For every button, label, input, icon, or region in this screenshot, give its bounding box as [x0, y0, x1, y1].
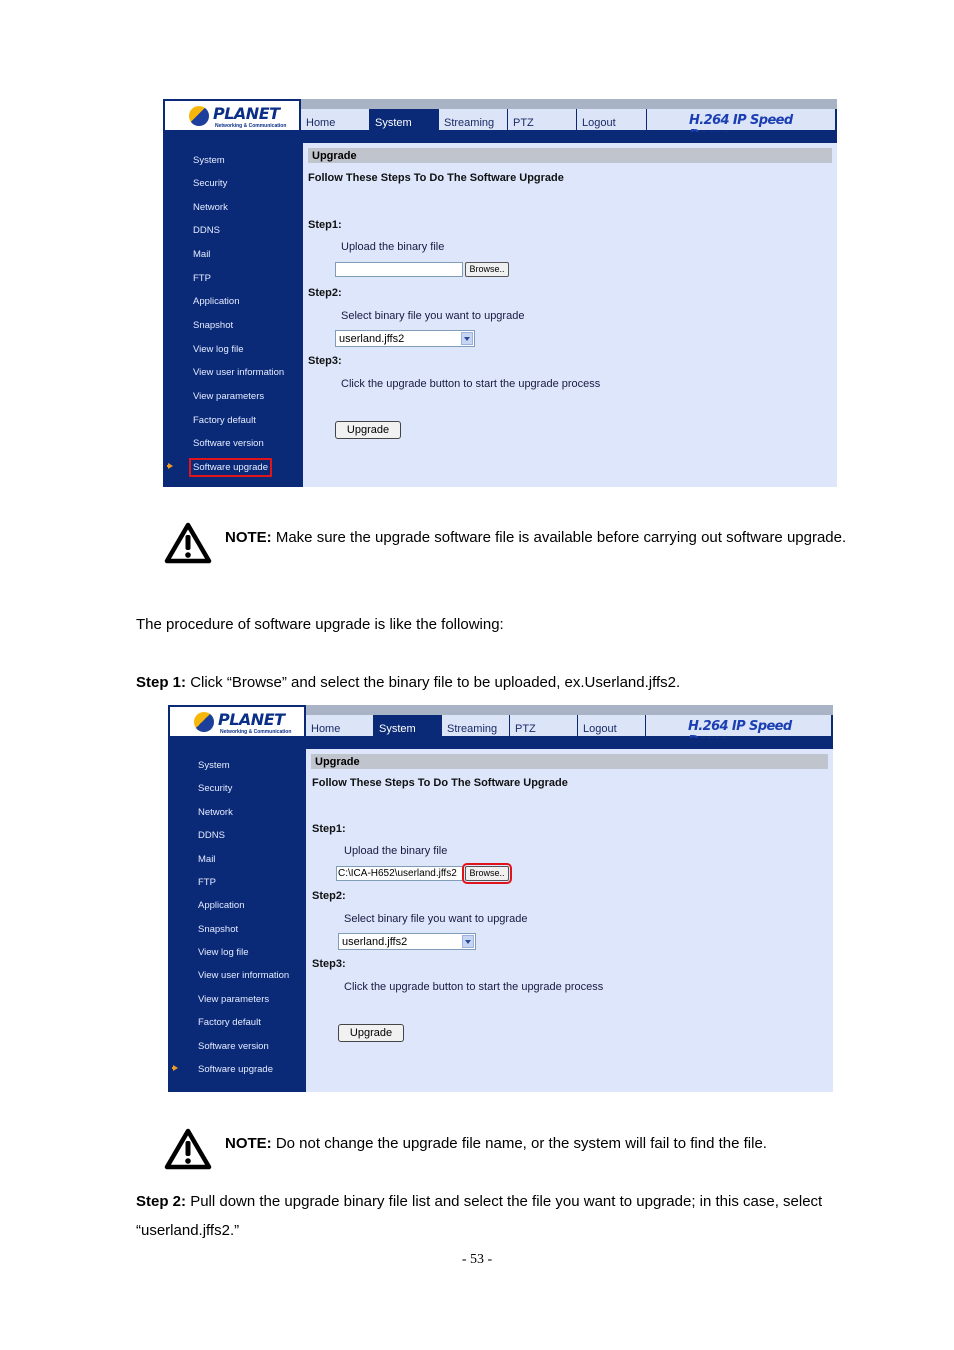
planet-logo [168, 705, 306, 738]
tab-home[interactable]: Home [306, 715, 374, 738]
file-input[interactable] [335, 262, 463, 277]
warning-icon [164, 521, 212, 565]
section-header: Upgrade [311, 754, 828, 769]
planet-logo-icon [194, 712, 214, 732]
sidebar-item-view-user-information[interactable]: View user information [193, 367, 285, 378]
sidebar-item-network[interactable]: Network [198, 807, 233, 818]
upgrade-button[interactable]: Upgrade [335, 421, 401, 439]
sidebar-item-software-version[interactable]: Software version [198, 1041, 269, 1052]
sidebar-item-snapshot[interactable]: Snapshot [198, 924, 239, 935]
screenshot-1 [163, 99, 837, 487]
planet-logo [163, 99, 301, 132]
step1-text: Upload the binary file [344, 845, 448, 857]
step2-text: Select binary file you want to upgrade [341, 310, 525, 322]
top-nav [306, 715, 833, 738]
logo-tagline: Networking & Communication [220, 729, 292, 735]
current-page-arrow-icon [173, 1065, 178, 1071]
sidebar-item-snapshot[interactable]: Snapshot [193, 320, 234, 331]
sidebar-item-ftp[interactable]: FTP [198, 877, 216, 888]
select-value: userland.jffs2 [342, 936, 408, 948]
step-1-paragraph [136, 668, 680, 697]
select-value: userland.jffs2 [339, 333, 405, 345]
sidebar-item-software-upgrade[interactable]: Software upgrade [198, 1064, 273, 1075]
step1-text: Upload the binary file [341, 241, 445, 253]
sidebar-item-ddns[interactable]: DDNS [193, 225, 220, 236]
product-brand: H.264 IP Speed [646, 715, 833, 738]
upgrade-button[interactable]: Upgrade [338, 1024, 404, 1042]
note-1-text: Make sure the upgrade software file is available before carrying out software upgrade. [275, 529, 847, 546]
sidebar-item-ddns[interactable]: DDNS [198, 830, 225, 841]
step2-label: Step2: [312, 890, 346, 902]
binary-file-select[interactable] [335, 330, 475, 347]
note-2-text: Do not change the upgrade file name, or the system will fail to find the file. [275, 1135, 767, 1152]
planet-logo-icon [189, 106, 209, 126]
top-nav [301, 109, 837, 132]
note-1-label: NOTE: [225, 529, 272, 546]
content-panel [306, 749, 833, 1092]
sidebar [163, 143, 303, 487]
binary-file-select[interactable] [338, 933, 476, 950]
current-page-arrow-icon [168, 463, 173, 469]
step-2-label: Step 2: [136, 1193, 187, 1210]
file-input[interactable]: C:\ICA-H652\userland.jffs2 [336, 866, 464, 881]
step3-text: Click the upgrade button to start the upgrade process [341, 378, 601, 390]
tab-system[interactable]: System [370, 109, 439, 132]
sidebar-item-factory-default[interactable]: Factory default [193, 415, 256, 426]
note-2-label: NOTE: [225, 1135, 272, 1152]
sidebar-item-system[interactable]: System [198, 760, 230, 771]
logo-tagline: Networking & Communication [215, 123, 287, 129]
tab-streaming[interactable]: Streaming [439, 109, 508, 132]
browse-button[interactable]: Browse.. [465, 262, 509, 277]
step-2-text: Pull down the upgrade binary file list and select the file you want to upgrade; in this case, select “userland.jffs2.” [136, 1193, 823, 1239]
sidebar-item-factory-default[interactable]: Factory default [198, 1017, 261, 1028]
sidebar-item-mail[interactable]: Mail [198, 854, 216, 865]
sidebar-item-application[interactable]: Application [198, 900, 245, 911]
step-1-text: Click “Browse” and select the binary file to be uploaded, ex.Userland.jffs2. [190, 674, 681, 691]
step1-label: Step1: [308, 219, 342, 231]
note-2 [225, 1129, 767, 1158]
sidebar-item-application[interactable]: Application [193, 296, 240, 307]
warning-icon [164, 1127, 212, 1171]
section-header: Upgrade [308, 148, 832, 163]
sidebar-item-view-parameters[interactable]: View parameters [198, 994, 270, 1005]
chevron-down-icon[interactable] [461, 332, 473, 345]
chevron-down-icon[interactable] [462, 935, 474, 948]
instructions-title: Follow These Steps To Do The Software Upgrade [308, 172, 564, 184]
sidebar-item-software-upgrade[interactable]: Software upgrade [193, 462, 268, 473]
sidebar-item-network[interactable]: Network [193, 202, 228, 213]
tab-streaming[interactable]: Streaming [442, 715, 510, 738]
tab-ptz[interactable]: PTZ [510, 715, 578, 738]
tab-logout[interactable]: Logout [577, 109, 647, 132]
sidebar-item-security[interactable]: Security [193, 178, 228, 189]
step2-text: Select binary file you want to upgrade [344, 913, 528, 925]
sidebar-item-view-user-information[interactable]: View user information [198, 970, 290, 981]
content-panel [303, 143, 837, 487]
note-1 [225, 523, 863, 552]
logo-wordmark: PLANET [213, 104, 280, 123]
step3-label: Step3: [312, 958, 346, 970]
sidebar-item-view-log-file[interactable]: View log file [198, 947, 249, 958]
step-1-label: Step 1: [136, 674, 187, 691]
tab-home[interactable]: Home [301, 109, 370, 132]
instructions-title: Follow These Steps To Do The Software Upgrade [312, 777, 568, 789]
logo-wordmark: PLANET [218, 710, 285, 729]
sidebar-item-security[interactable]: Security [198, 783, 233, 794]
sidebar-item-software-version[interactable]: Software version [193, 438, 264, 449]
tab-ptz[interactable]: PTZ [508, 109, 577, 132]
product-brand: H.264 IP Speed [647, 109, 837, 132]
step2-label: Step2: [308, 287, 342, 299]
sidebar-item-system[interactable]: System [193, 155, 225, 166]
sidebar-item-view-parameters[interactable]: View parameters [193, 391, 265, 402]
step3-text: Click the upgrade button to start the upgrade process [344, 981, 604, 993]
step3-label: Step3: [308, 355, 342, 367]
sidebar-item-mail[interactable]: Mail [193, 249, 211, 260]
step1-label: Step1: [312, 823, 346, 835]
tab-system[interactable]: System [374, 715, 442, 738]
tab-logout[interactable]: Logout [578, 715, 646, 738]
browse-button[interactable]: Browse.. [465, 866, 509, 881]
step-2-paragraph [136, 1187, 836, 1245]
procedure-intro: The procedure of software upgrade is like the following: [136, 616, 504, 633]
screenshot-2 [168, 705, 833, 1092]
page-number: - 53 - [461, 1252, 493, 1267]
sidebar [168, 749, 306, 1092]
sidebar-item-ftp[interactable]: FTP [193, 273, 211, 284]
sidebar-item-view-log-file[interactable]: View log file [193, 344, 244, 355]
